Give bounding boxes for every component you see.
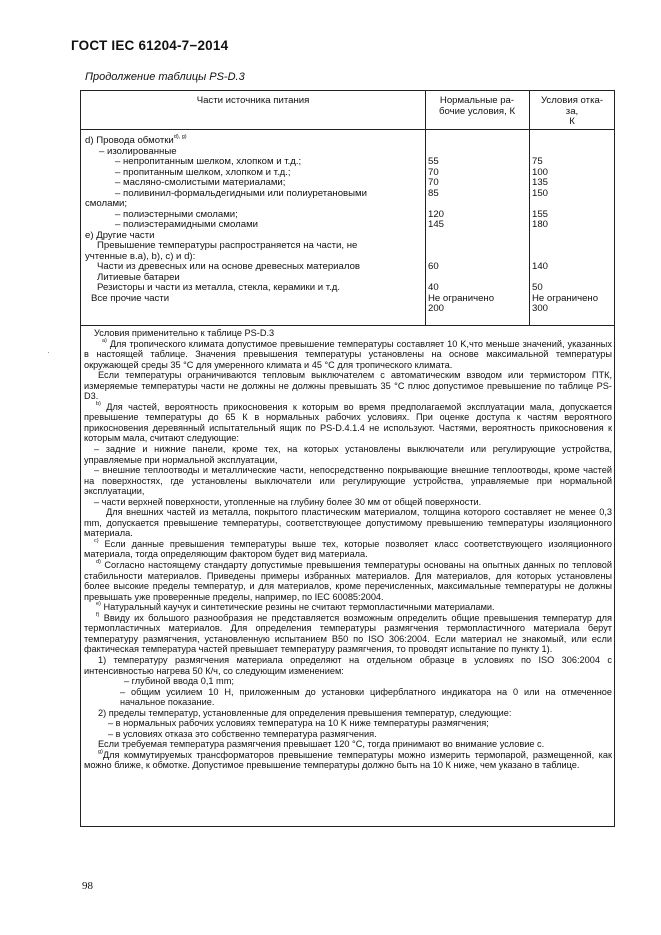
note-c-p1: $^{c)}$ Если данные превышения температуры выше тех, которые позволяет класс соответствующего изоляционного материала, тогда определяющим фактором будет вид материала. <box>84 537 612 560</box>
notes-title: Условия применительно к таблице PS-D.3 <box>94 328 275 338</box>
value-oleo-normal: 70 <box>428 177 439 188</box>
value-resistors-fault: 50 <box>532 282 543 293</box>
note-marker-c: c) <box>94 537 99 544</box>
header-fault-line3: К <box>569 116 575 127</box>
note-f-step2-item1: – в нормальных рабочих условиях температура на 10 K ниже температуры размягчения; <box>108 718 489 729</box>
note-a-p1: $^{a)}$ Для тропического климата допустимое превышение температуры составляет 10 K,что меньше значений, указанных в настоящей таблице. Значения превышения температуры установлены на основе максимальной температуры окружающей среды 35 °С для умеренного климата и 45 °С для тропического климата. <box>84 337 612 370</box>
row-silk: – непропитанным шелком, хлопком и т.д.; <box>115 156 302 167</box>
note-b-item1: – задние и нижние панели, кроме тех, на которых установлены выключатели или регулирующие устройства, управляемые при нормальной эксплуатации, <box>84 444 612 465</box>
value-oleo-fault: 135 <box>532 177 549 188</box>
value-polyester-fault: 155 <box>532 208 549 220</box>
note-b-p2: Для внешних частей из металла, покрытого пластическим материалом, толщина которого составляет не менее 0,3 mm, допускается превышение температуры, соответствующее допустимому превышению температуры изоляционного материала. <box>84 507 612 539</box>
header-fault-line1: Условия отка- <box>540 95 604 106</box>
value-other-fault-2: 300 <box>532 303 549 314</box>
note-f-step1: 1) температуру размягчения материала определяют на отдельном образце в условиях по ISO 306:2004 с интенсивностью нагрева 50 К/ч, со следующим изменением: <box>84 654 612 676</box>
row-other: Все прочие части <box>91 292 170 304</box>
table-caption: Продолжение таблицы PS-D.3 <box>85 71 245 83</box>
value-silk-normal: 55 <box>428 156 439 167</box>
note-b-item3: – части верхней поверхности, утопленные на глубину более 30 мм от общей поверхности. <box>94 496 482 507</box>
margin-mark: · <box>47 348 50 357</box>
row-polyesteramide: – полиэстерамидными смолами <box>115 219 259 230</box>
note-f-step1-item1: – глубиной ввода 0,1 mm; <box>124 676 234 687</box>
value-impreg-fault: 100 <box>532 166 549 178</box>
note-a-p2: Если температуры ограничиваются тепловым выключателем с автоматическим взводом или термистором ПТК, измеряемые температуры части не должны не должны превышать 35 °С плюс допустимое превышение по таблице PS-D3. <box>84 370 612 402</box>
value-pvf-normal: 85 <box>428 187 439 199</box>
note-f-p2: Если требуемая температура размягчения превышает 120 °С, тогда принимают во внимание условие с. <box>98 739 545 750</box>
note-f-step2: 2) пределы температур, установленные для определения превышения температур, следующие: <box>98 707 512 718</box>
row-other-desc-line2: учтенные в.а), b), c) и d): <box>85 250 196 262</box>
header-fault <box>529 96 615 128</box>
document-header: ГОСТ IEC 61204-7−2014 <box>71 38 229 53</box>
row-other-desc-line1: Превышение температуры распространяется на части, не <box>97 240 358 251</box>
note-f-step2-item2: – в условиях отказа это собственно температура размягчения. <box>108 728 377 739</box>
value-wood-fault: 140 <box>532 261 549 272</box>
value-silk-fault: 75 <box>532 156 543 167</box>
note-f-p1: $^{f)}$ Ввиду их большого разнообразия не представляется возможным определить общие превышения температур для термопластичных материалов. Для определения температуры размягчения термопластичного материала берут температуру размягчения, установленную испытанием B50 по ISO 306:2004. Если материал не знакомый, или если фактическая температура частей превышает температуру размягчения, то проводят испытание по пункту 1). <box>84 611 612 655</box>
note-g-p1: $^{g)}$Для коммутируемых трансформаторов превышение температуры можно измерить термопарой, размещенной, как можно ближе, к обмотке. Допустимое превышение температуры должно быть на 10 К ниже, чем указано в таблице. <box>84 748 612 771</box>
header-normal-line2: бочие условия, К <box>438 105 516 117</box>
header-fault-line2: за, <box>565 105 579 117</box>
footnote-ref-dg: d), g) <box>173 134 187 140</box>
note-marker-d: d) <box>96 559 101 566</box>
column-divider-1 <box>425 91 426 326</box>
value-polyesteramide-fault: 180 <box>532 219 549 230</box>
note-e-p1: $^{e)}$ Натуральный каучук и синтетические резины не считают термопластичными материалами. <box>96 601 495 613</box>
row-polyester: – полиэстерными смолами; <box>115 208 238 220</box>
note-marker-e: e) <box>96 601 101 608</box>
parts-column <box>85 136 421 304</box>
note-marker-f: f) <box>96 611 100 618</box>
value-impreg-normal: 70 <box>428 166 439 178</box>
row-pvf-line1: – поливинил-формальдегидными или полиуретановыми <box>115 187 367 199</box>
note-d-p1: $^{d)}$ Согласно настоящему стандарту допустимые превышения температуры основаны на опытных данных по тепловой стабильности материалов. Приведены примеры избранных материалов. Для материалов, для которых установлены более высокие пределы температур, и для материалов, кроме перечисленных, максимальные температуры не должны превышать уже проверенные пределы, например, по IEC 60085:2004. <box>84 559 612 602</box>
note-b-p1: $^{b)}$ Для частей, вероятность прикосновения к которым во время предполагаемой эксплуатации мала, допускается превышение температуры до 65 К в нормальных рабочих условиях. При оценке доступа к частям вероятного прикосновения деревянный испытательный ящик по PS-D.4.1.4 не используют. Частями, вероятность прикосновения к которым мала, считают следующие: <box>84 400 612 444</box>
header-normal-line1: Нормальные ра- <box>439 95 515 106</box>
note-f-step1-item2: – общим усилием 10 Н, приложенным до установки циферблатного индикатора на 0 или на отмеченное начальное показание. <box>120 686 612 708</box>
table-ps-d3 <box>80 90 615 827</box>
header-divider <box>81 129 614 130</box>
value-polyester-normal: 120 <box>428 208 445 220</box>
row-wood-line1: Части из древесных или на основе древесных материалов <box>97 261 361 272</box>
note-marker-a: a) <box>102 337 107 344</box>
value-other-normal-2: 200 <box>428 303 445 314</box>
note-b-item2: – внешние теплоотводы и металлические части, непосредственно покрывающие внешние теплоотводы, кроме частей на поверхностях, где установлены выключатели или регулирующие устройства, управляемые при нормальной эксплуатации, <box>84 465 612 497</box>
body-divider <box>81 325 614 326</box>
row-impregnated: – пропитанным шелком, хлопком и т.д.; <box>115 166 291 178</box>
normal-column <box>428 136 526 315</box>
value-other-fault-1: Не ограничено <box>532 292 599 304</box>
value-polyesteramide-normal: 145 <box>428 219 445 230</box>
header-normal <box>425 96 529 117</box>
note-marker-b: b) <box>96 400 101 407</box>
row-windings-title: d) Провода обмотки$^{d), g)}$ <box>85 134 187 146</box>
header-parts: Части источника питания <box>196 95 310 106</box>
value-resistors-normal: 40 <box>428 282 439 293</box>
value-wood-normal: 60 <box>428 261 439 272</box>
row-wood-line2: Литиевые батареи <box>97 271 180 283</box>
note-marker-g: g) <box>98 748 103 755</box>
value-pvf-fault: 150 <box>532 187 549 199</box>
row-pvf-line2: смолами; <box>85 198 128 209</box>
fault-column <box>532 136 614 315</box>
value-other-normal-1: Не ограничено <box>428 292 495 304</box>
row-resistors: Резисторы и части из металла, стекла, керамики и т.д. <box>97 282 341 293</box>
table-notes <box>84 328 612 771</box>
row-oleoresin: – масляно-смолистыми материалами; <box>115 177 286 188</box>
row-insulated: – изолированные <box>99 145 177 157</box>
page-number: 98 <box>82 880 93 892</box>
row-other-parts-title: е) Другие части <box>85 229 155 241</box>
